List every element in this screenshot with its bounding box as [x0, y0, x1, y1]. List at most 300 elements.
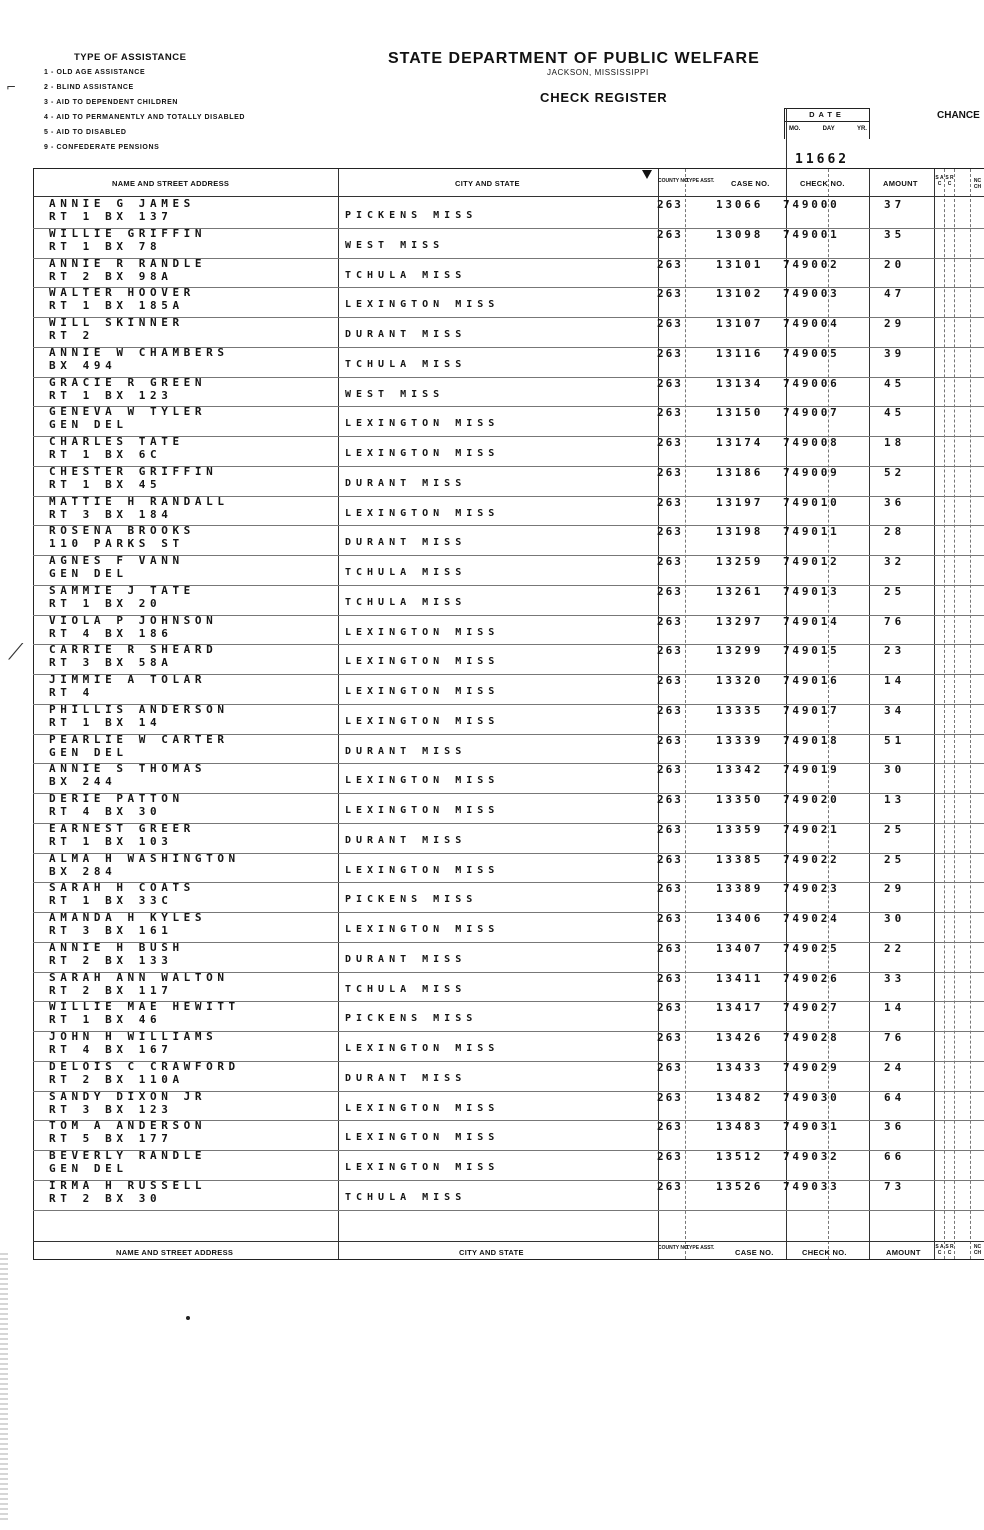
- case-number: 13197: [716, 495, 764, 509]
- recipient-address: GEN DEL: [49, 745, 128, 759]
- check-number: 749030: [783, 1090, 840, 1104]
- recipient-city: DURANT MISS: [345, 329, 467, 340]
- recipient-name: AMANDA H KYLES: [49, 911, 207, 924]
- check-number: 749028: [783, 1031, 840, 1044]
- type-column-header: TYPE ASST.: [686, 178, 715, 184]
- check-number: 749003: [783, 287, 840, 301]
- case-number: 13411: [716, 971, 764, 985]
- page-location: JACKSON, MISSISSIPPI: [547, 68, 649, 77]
- recipient-address: 110 PARKS ST: [49, 537, 184, 551]
- recipient-address: RT 4 BX 186: [49, 626, 173, 640]
- check-amount: 64: [884, 1090, 906, 1104]
- recipient-address: BX 284: [49, 864, 117, 878]
- recipient-city: WEST MISS: [345, 239, 445, 251]
- check-amount: 34: [884, 703, 906, 717]
- case-number: 13512: [716, 1150, 764, 1163]
- recipient-city: DURANT MISS: [345, 477, 467, 489]
- check-number: 749011: [783, 525, 840, 539]
- check-number: 749009: [783, 465, 840, 479]
- check-amount: 28: [884, 525, 906, 539]
- legend-item: 3 - AID TO DEPENDENT CHILDREN: [44, 99, 179, 106]
- recipient-city: DURANT MISS: [345, 745, 467, 757]
- case-number: 13102: [716, 287, 764, 301]
- check-number: 749025: [783, 941, 840, 955]
- date-column-divider: [786, 108, 787, 169]
- table-row: [33, 287, 984, 317]
- table-row: [33, 525, 984, 555]
- case-number: 13433: [716, 1060, 764, 1074]
- recipient-name: JOHN H WILLIAMS: [49, 1030, 218, 1043]
- table-row: [33, 1091, 984, 1121]
- county-number: 263: [657, 941, 683, 955]
- recipient-city: TCHULA MISS: [345, 269, 467, 281]
- county-column-header: COUNTY NO.: [658, 178, 690, 184]
- county-number: 263: [657, 912, 683, 925]
- legend-item: 1 - OLD AGE ASSISTANCE: [44, 69, 146, 76]
- recipient-name: MATTIE H RANDALL: [49, 494, 229, 508]
- check-number: 749015: [783, 644, 840, 658]
- table-row: [33, 912, 984, 942]
- check-number: 749022: [783, 852, 840, 866]
- recipient-city: LEXINGTON MISS: [345, 299, 500, 311]
- recipient-address: RT 2 BX 98A: [49, 269, 173, 283]
- case-number: 13098: [716, 227, 764, 241]
- case-number: 13297: [716, 614, 764, 628]
- case-number: 13259: [716, 555, 764, 568]
- check-amount: 52: [884, 465, 906, 479]
- check-amount: 24: [884, 1060, 906, 1074]
- recipient-name: SARAH ANN WALTON: [49, 970, 229, 984]
- county-column-footer: COUNTY NO.: [658, 1245, 690, 1251]
- recipient-name: PEARLIE W CARTER: [49, 732, 229, 746]
- county-number: 263: [657, 733, 683, 747]
- recipient-address: RT 2 BX 110A: [49, 1072, 184, 1086]
- check-number: 749014: [783, 614, 840, 628]
- case-number: 13342: [716, 763, 764, 777]
- check-amount: 25: [884, 852, 906, 866]
- recipient-name: IRMA H RUSSELL: [49, 1178, 207, 1192]
- case-number: 13066: [716, 198, 764, 211]
- county-number: 263: [657, 257, 683, 271]
- case-number: 13389: [716, 882, 764, 896]
- table-row: [33, 436, 984, 466]
- case-number: 13407: [716, 941, 764, 955]
- check-number: 749026: [783, 971, 840, 985]
- recipient-address: RT 4 BX 167: [49, 1043, 173, 1056]
- nc-column-footer: NC CH: [973, 1244, 982, 1256]
- case-number: 13261: [716, 584, 764, 598]
- table-row: [33, 704, 984, 734]
- case-number: 13174: [716, 436, 764, 449]
- check-amount: 45: [884, 376, 906, 390]
- src-column-header: S R C: [945, 175, 954, 187]
- check-amount: 18: [884, 436, 906, 449]
- check-amount: 73: [884, 1179, 906, 1193]
- recipient-name: ROSENA BROOKS: [49, 524, 195, 538]
- nc-column-header: NC CH: [973, 178, 982, 190]
- check-number: 749018: [783, 733, 840, 747]
- recipient-address: RT 1 BX 137: [49, 210, 173, 223]
- case-number: 13186: [716, 465, 764, 479]
- recipient-address: RT 2: [49, 329, 94, 342]
- date-box: [784, 108, 870, 139]
- check-amount: 30: [884, 763, 906, 777]
- recipient-address: RT 4 BX 30: [49, 805, 162, 818]
- date-divider: [785, 121, 869, 122]
- county-number: 263: [657, 763, 683, 777]
- county-number: 263: [657, 1031, 683, 1044]
- county-number: 263: [657, 376, 683, 390]
- county-number: 263: [657, 436, 683, 449]
- county-number: 263: [657, 227, 683, 241]
- legend-item: 9 - CONFEDERATE PENSIONS: [44, 144, 160, 151]
- check-number: 749023: [783, 882, 840, 896]
- footer-line: [33, 1241, 984, 1242]
- check-amount: 37: [884, 198, 906, 211]
- county-number: 263: [657, 703, 683, 717]
- date-subheads: [789, 126, 867, 132]
- recipient-city: TCHULA MISS: [345, 358, 467, 370]
- check-number: 749016: [783, 674, 840, 687]
- table-row: [33, 496, 984, 526]
- check-amount: 29: [884, 882, 906, 896]
- check-number: 749027: [783, 1001, 840, 1015]
- county-number: 263: [657, 495, 683, 509]
- recipient-address: BX 244: [49, 775, 117, 789]
- recipient-city: LEXINGTON MISS: [345, 715, 500, 727]
- recipient-city: LEXINGTON MISS: [345, 656, 500, 668]
- case-number: 13101: [716, 257, 764, 271]
- recipient-city: DURANT MISS: [345, 537, 467, 549]
- recipient-name: SANDY DIXON JR: [49, 1089, 207, 1103]
- recipient-name: WILLIE MAE HEWITT: [49, 1000, 240, 1014]
- date-year-label: YR.: [856, 126, 867, 132]
- recipient-name: GENEVA W TYLER: [49, 405, 207, 419]
- county-number: 263: [657, 287, 683, 301]
- recipient-address: RT 1 BX 46: [49, 1013, 162, 1027]
- recipient-address: GEN DEL: [49, 1162, 128, 1175]
- case-number: 13107: [716, 317, 764, 330]
- recipient-address: RT 1 BX 45: [49, 477, 162, 491]
- recipient-name: ALMA H WASHINGTON: [49, 851, 240, 865]
- recipient-address: RT 1 BX 20: [49, 596, 162, 610]
- recipient-name: ANNIE W CHAMBERS: [49, 345, 229, 359]
- check-number: 749029: [783, 1060, 840, 1074]
- table-row: [33, 347, 984, 377]
- recipient-city: TCHULA MISS: [345, 596, 467, 608]
- recipient-name: BEVERLY RANDLE: [49, 1149, 207, 1162]
- sac-column-footer: S A C: [935, 1244, 944, 1256]
- recipient-address: BX 494: [49, 358, 117, 372]
- recipient-city: PICKENS MISS: [345, 1013, 478, 1025]
- check-number: 749033: [783, 1179, 840, 1193]
- table-row: [33, 585, 984, 615]
- table-row: [33, 1180, 984, 1210]
- check-amount: 23: [884, 644, 906, 658]
- recipient-name: WILLIE GRIFFIN: [49, 226, 207, 240]
- county-number: 263: [657, 822, 683, 836]
- county-number: 263: [657, 1060, 683, 1074]
- check-number: 749006: [783, 376, 840, 390]
- table-row: [33, 942, 984, 972]
- recipient-address: RT 4: [49, 686, 94, 699]
- check-number: 749020: [783, 793, 840, 806]
- recipient-address: RT 2 BX 133: [49, 953, 173, 967]
- case-number: 13385: [716, 852, 764, 866]
- table-row: [33, 198, 984, 228]
- county-number: 263: [657, 406, 683, 420]
- date-label: DATE: [809, 110, 845, 119]
- recipient-address: RT 3 BX 123: [49, 1102, 173, 1116]
- recipient-name: GRACIE R GREEN: [49, 375, 207, 389]
- sac-column-header: S A C: [935, 175, 944, 187]
- table-row: [33, 1001, 984, 1031]
- date-value: 11662: [795, 152, 850, 167]
- recipient-name: PHILLIS ANDERSON: [49, 702, 229, 716]
- recipient-city: LEXINGTON MISS: [345, 626, 500, 638]
- chance-label: CHANCE: [937, 110, 980, 121]
- date-month-label: MO.: [789, 126, 801, 132]
- recipient-city: LEXINGTON MISS: [345, 686, 500, 697]
- case-number: 13426: [716, 1031, 764, 1044]
- recipient-city: WEST MISS: [345, 388, 445, 400]
- case-number: 13339: [716, 733, 764, 747]
- page-subtitle: CHECK REGISTER: [540, 90, 668, 105]
- check-number: 749031: [783, 1120, 840, 1134]
- name-column-footer: NAME AND STREET ADDRESS: [116, 1248, 234, 1257]
- recipient-name: CARRIE R SHEARD: [49, 643, 218, 657]
- county-number: 263: [657, 882, 683, 896]
- check-number: 749012: [783, 555, 840, 568]
- recipient-city: LEXINGTON MISS: [345, 1043, 500, 1054]
- recipient-name: CHARLES TATE: [49, 435, 184, 448]
- case-column-footer: CASE NO.: [735, 1248, 774, 1257]
- margin-mark: ⟋: [8, 640, 24, 665]
- recipient-city: LEXINGTON MISS: [345, 448, 500, 459]
- check-amount: 47: [884, 287, 906, 301]
- table-row: [33, 1031, 984, 1061]
- check-amount: 25: [884, 822, 906, 836]
- check-number: 749005: [783, 346, 840, 360]
- recipient-name: DERIE PATTON: [49, 792, 184, 805]
- recipient-city: DURANT MISS: [345, 953, 467, 965]
- county-number: 263: [657, 852, 683, 866]
- check-column-footer: CHECK NO.: [802, 1248, 847, 1257]
- county-number: 263: [657, 1150, 683, 1163]
- check-number: 749002: [783, 257, 840, 271]
- recipient-name: AGNES F VANN: [49, 554, 184, 567]
- county-number: 263: [657, 555, 683, 568]
- table-row: [33, 1120, 984, 1150]
- recipient-city: LEXINGTON MISS: [345, 418, 500, 430]
- county-number: 263: [657, 584, 683, 598]
- case-number: 13116: [716, 346, 764, 360]
- recipient-name: SARAH H COATS: [49, 881, 195, 895]
- recipient-city: DURANT MISS: [345, 834, 467, 846]
- recipient-city: LEXINGTON MISS: [345, 775, 500, 787]
- case-number: 13406: [716, 912, 764, 925]
- check-amount: 13: [884, 793, 906, 806]
- check-amount: 22: [884, 941, 906, 955]
- table-row: [33, 377, 984, 407]
- case-number: 13335: [716, 703, 764, 717]
- recipient-name: VIOLA P JOHNSON: [49, 613, 218, 627]
- recipient-city: LEXINGTON MISS: [345, 924, 500, 935]
- check-number: 749024: [783, 912, 840, 925]
- amount-column-footer: AMOUNT: [886, 1248, 921, 1257]
- legend-item: 2 - BLIND ASSISTANCE: [44, 84, 134, 91]
- city-column-footer: CITY AND STATE: [459, 1248, 524, 1257]
- case-number: 13320: [716, 674, 764, 687]
- check-amount: 14: [884, 674, 906, 687]
- check-number: 749017: [783, 703, 840, 717]
- check-number: 749001: [783, 227, 840, 241]
- recipient-city: LEXINGTON MISS: [345, 1102, 500, 1114]
- check-number: 749007: [783, 406, 840, 420]
- case-number: 13359: [716, 822, 764, 836]
- legend-item: 4 - AID TO PERMANENTLY AND TOTALLY DISABLED: [44, 114, 246, 121]
- county-number: 263: [657, 793, 683, 806]
- recipient-address: RT 1 BX 123: [49, 388, 173, 402]
- table-row: [33, 763, 984, 793]
- recipient-name: WILL SKINNER: [49, 316, 184, 329]
- county-number: 263: [657, 1090, 683, 1104]
- check-amount: 29: [884, 317, 906, 330]
- recipient-city: TCHULA MISS: [345, 1191, 467, 1203]
- recipient-city: LEXINGTON MISS: [345, 864, 500, 876]
- table-row: [33, 317, 984, 347]
- check-column-header: CHECK NO.: [800, 179, 845, 188]
- type-column-footer: TYPE ASST.: [686, 1245, 715, 1251]
- recipient-address: RT 3 BX 184: [49, 507, 173, 521]
- check-amount: 45: [884, 406, 906, 420]
- county-number: 263: [657, 346, 683, 360]
- table-row: [33, 793, 984, 823]
- table-row: [33, 674, 984, 704]
- recipient-city: LEXINGTON MISS: [345, 1162, 500, 1173]
- case-number: 13198: [716, 525, 764, 539]
- case-number: 13299: [716, 644, 764, 658]
- city-column-header: CITY AND STATE: [455, 179, 520, 188]
- recipient-city: LEXINGTON MISS: [345, 805, 500, 816]
- table-row: [33, 823, 984, 853]
- recipient-name: CHESTER GRIFFIN: [49, 464, 218, 478]
- recipient-name: TOM A ANDERSON: [49, 1119, 207, 1133]
- ink-dot: [186, 1316, 190, 1320]
- table-row: [33, 228, 984, 258]
- recipient-address: RT 1 BX 14: [49, 715, 162, 729]
- recipient-address: GEN DEL: [49, 418, 128, 432]
- check-amount: 33: [884, 971, 906, 985]
- date-day-label: DAY: [822, 126, 835, 132]
- recipient-address: GEN DEL: [49, 567, 128, 580]
- row-separator: [33, 1210, 984, 1211]
- margin-mark: ⌐: [6, 80, 17, 94]
- table-row: [33, 1150, 984, 1180]
- check-number: 749019: [783, 763, 840, 777]
- recipient-city: LEXINGTON MISS: [345, 1132, 500, 1144]
- recipient-address: RT 3 BX 161: [49, 924, 173, 937]
- recipient-name: ANNIE R RANDLE: [49, 256, 207, 270]
- table-row: [33, 853, 984, 883]
- recipient-address: RT 1 BX 103: [49, 834, 173, 848]
- table-row: [33, 972, 984, 1002]
- county-number: 263: [657, 674, 683, 687]
- case-number: 13482: [716, 1090, 764, 1104]
- table-row: [33, 615, 984, 645]
- case-number: 13350: [716, 793, 764, 806]
- check-number: 749010: [783, 495, 840, 509]
- check-number: 749013: [783, 584, 840, 598]
- table-row: [33, 734, 984, 764]
- recipient-address: RT 1 BX 78: [49, 239, 162, 253]
- recipient-city: TCHULA MISS: [345, 983, 467, 995]
- check-number: 749021: [783, 822, 840, 836]
- recipient-address: RT 3 BX 58A: [49, 656, 173, 670]
- county-number: 263: [657, 1120, 683, 1134]
- table-row: [33, 644, 984, 674]
- check-number: 749032: [783, 1150, 840, 1163]
- case-number: 13483: [716, 1120, 764, 1134]
- triangle-marker-icon: [642, 170, 652, 179]
- case-number: 13150: [716, 406, 764, 420]
- county-number: 263: [657, 1001, 683, 1015]
- case-number: 13526: [716, 1179, 764, 1193]
- amount-column-header: AMOUNT: [883, 179, 918, 188]
- county-number: 263: [657, 317, 683, 330]
- table-row: [33, 466, 984, 496]
- recipient-city: LEXINGTON MISS: [345, 507, 500, 519]
- recipient-city: PICKENS MISS: [345, 210, 478, 221]
- recipient-name: EARNEST GREER: [49, 821, 195, 835]
- county-number: 263: [657, 614, 683, 628]
- recipient-address: RT 2 BX 30: [49, 1191, 162, 1205]
- county-number: 263: [657, 971, 683, 985]
- case-column-header: CASE NO.: [731, 179, 770, 188]
- check-amount: 76: [884, 1031, 906, 1044]
- scan-edge: [0, 1250, 8, 1520]
- check-amount: 25: [884, 584, 906, 598]
- check-amount: 76: [884, 614, 906, 628]
- table-row: [33, 882, 984, 912]
- table-row: [33, 258, 984, 288]
- check-amount: 32: [884, 555, 906, 568]
- recipient-name: WALTER HOOVER: [49, 286, 195, 300]
- recipient-city: PICKENS MISS: [345, 894, 478, 906]
- check-amount: 66: [884, 1150, 906, 1163]
- check-number: 749008: [783, 436, 840, 449]
- county-number: 263: [657, 644, 683, 658]
- check-number: 749004: [783, 317, 840, 330]
- recipient-address: RT 1 BX 6C: [49, 448, 162, 461]
- county-number: 263: [657, 198, 683, 211]
- recipient-city: DURANT MISS: [345, 1072, 467, 1084]
- check-amount: 51: [884, 733, 906, 747]
- legend-item: 5 - AID TO DISABLED: [44, 129, 127, 136]
- recipient-address: RT 5 BX 177: [49, 1132, 173, 1146]
- check-amount: 30: [884, 912, 906, 925]
- check-amount: 20: [884, 257, 906, 271]
- recipient-city: TCHULA MISS: [345, 567, 467, 578]
- check-amount: 36: [884, 1120, 906, 1134]
- table-row: [33, 1061, 984, 1091]
- check-amount: 36: [884, 495, 906, 509]
- src-column-footer: S R C: [945, 1244, 954, 1256]
- check-amount: 35: [884, 227, 906, 241]
- name-column-header: NAME AND STREET ADDRESS: [112, 179, 230, 188]
- recipient-address: RT 1 BX 33C: [49, 894, 173, 908]
- recipient-name: ANNIE G JAMES: [49, 197, 195, 210]
